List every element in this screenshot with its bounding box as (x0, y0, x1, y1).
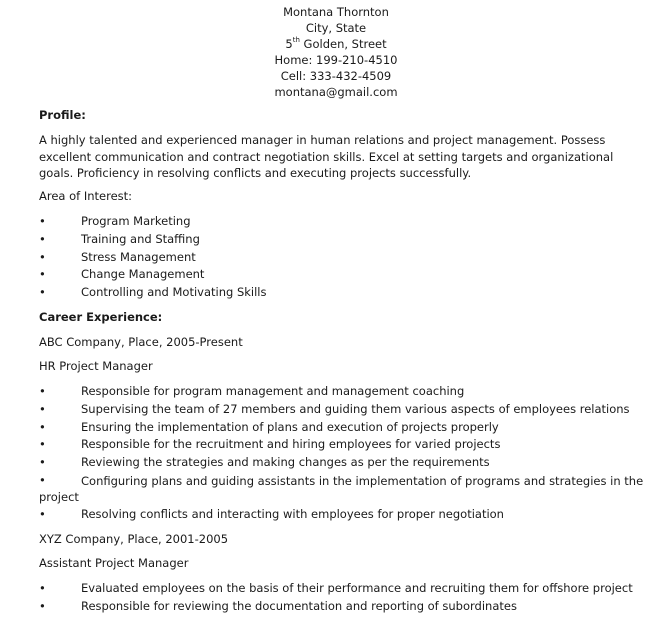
list-item: • Training and Staffing (39, 231, 200, 246)
cell-phone: Cell: 333-432-4509 (280, 69, 392, 83)
list-item: • Responsible for reviewing the documentation and reporting of subordinates (39, 598, 517, 613)
list-item: • Resolving conflicts and interacting with employees for proper negotiation (39, 506, 504, 521)
list-item: • Change Management (39, 267, 205, 282)
city-state: City, State (305, 21, 367, 35)
email-address: montana@gmail.com (274, 85, 398, 99)
job2-duties (39, 580, 639, 616)
job1-duties (39, 383, 644, 524)
career-heading: Career Experience: (39, 310, 163, 324)
home-phone: Home: 199-210-4510 (274, 53, 398, 67)
profile-heading: Profile: (39, 108, 86, 122)
interest-list (39, 213, 639, 302)
job1-title: HR Project Manager (39, 359, 153, 373)
list-item: • Controlling and Motivating Skills (39, 285, 267, 300)
interest-heading: Area of Interest: (39, 189, 133, 203)
street-address: 5th Golden, Street (285, 36, 387, 51)
list-item: • Reviewing the strategies and making changes as per the requirements (39, 455, 490, 470)
contact-header (0, 4, 672, 100)
job1-company: ABC Company, Place, 2005-Present (39, 335, 243, 349)
list-item: • Configuring plans and guiding assistants in the implementation of programs and strategies in the project (39, 472, 644, 504)
profile-text: A highly talented and experienced manager in human relations and project management. Possess excellent communication and contract negotiation skills. Excel at setting targets and organizational goals. Proficiency in resolving conflicts and executing projects successfully. (39, 133, 614, 180)
candidate-name: Montana Thornton (283, 5, 389, 19)
list-item: • Evaluated employees on the basis of their performance and recruiting them for offshore project (39, 581, 633, 595)
job2-title: Assistant Project Manager (39, 556, 189, 570)
list-item: • Stress Management (39, 249, 196, 264)
list-item: • Program Marketing (39, 214, 191, 228)
list-item: • Responsible for program management and management coaching (39, 384, 465, 398)
list-item: • Responsible for the recruitment and hiring employees for varied projects (39, 437, 501, 452)
list-item: • Supervising the team of 27 members and guiding them various aspects of employees relations (39, 401, 630, 416)
list-item: • Ensuring the implementation of plans and execution of projects properly (39, 419, 499, 434)
job2-company: XYZ Company, Place, 2001-2005 (39, 532, 229, 546)
